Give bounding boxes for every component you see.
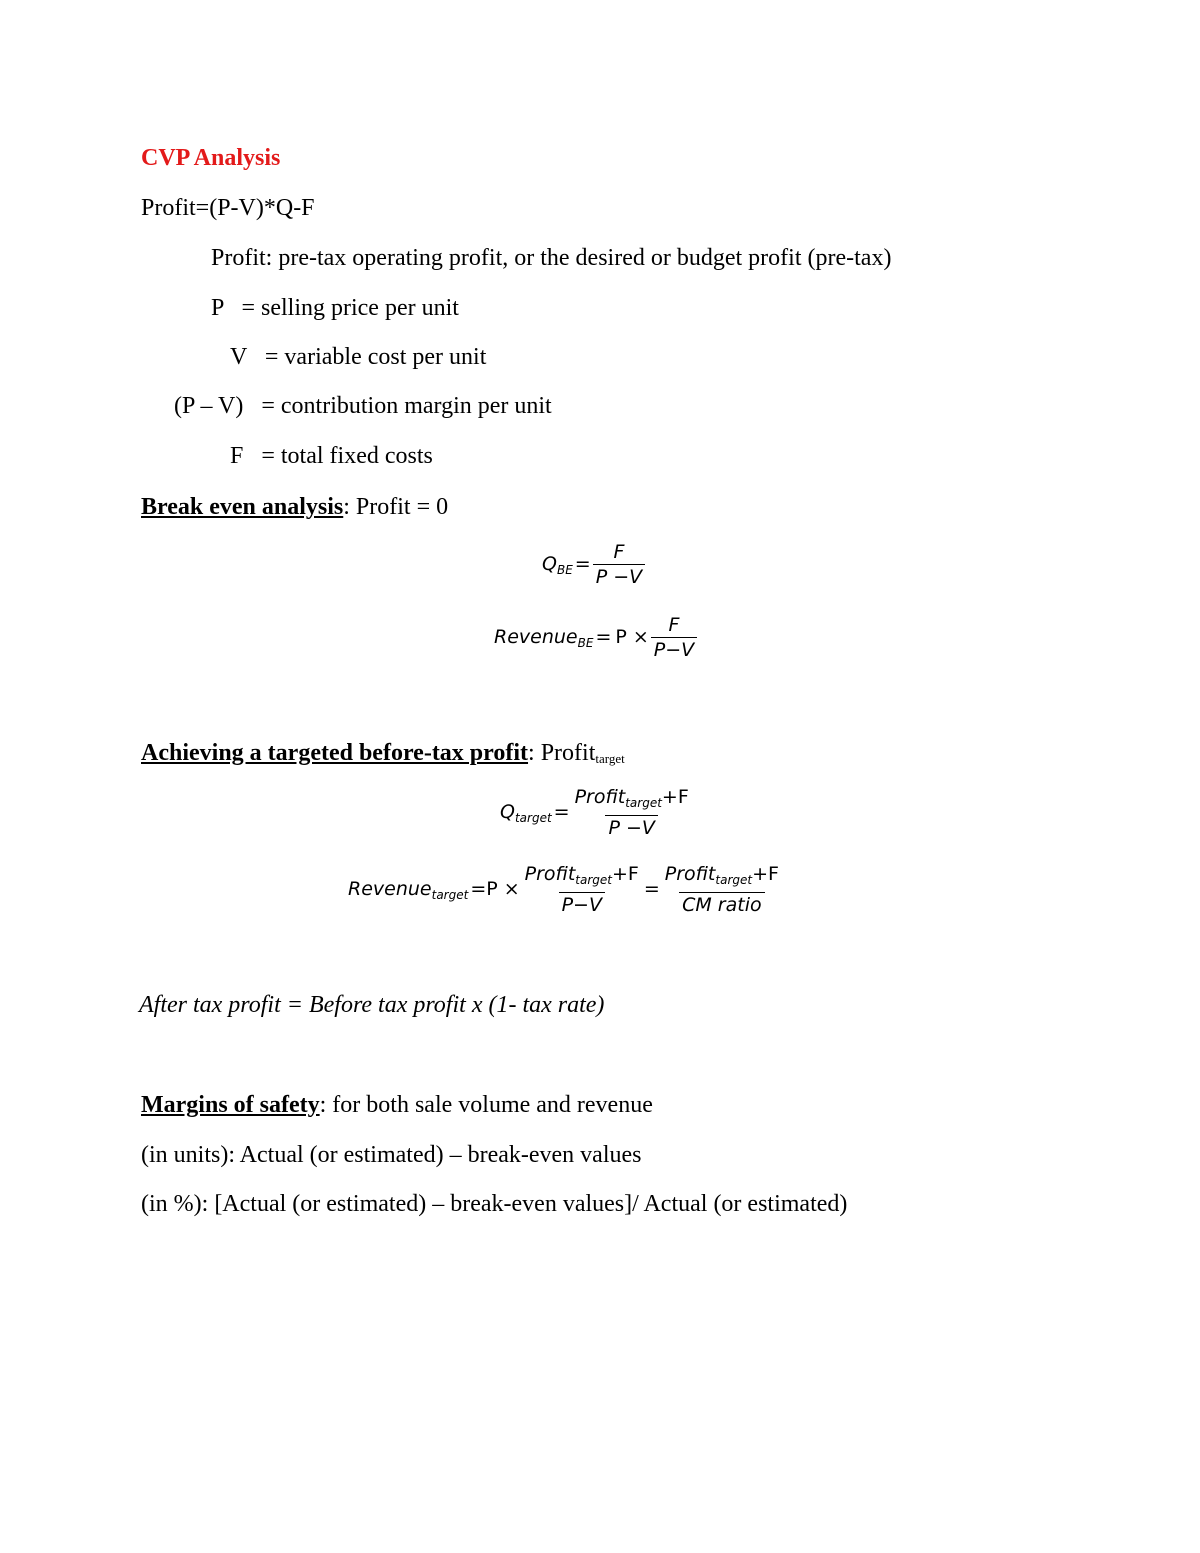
equals-sign: =	[643, 878, 660, 900]
revenue-break-even-formula	[494, 613, 697, 662]
break-even-heading	[141, 492, 448, 522]
revenue-denominator: P−V	[651, 637, 697, 662]
equals-sign: =	[595, 626, 612, 648]
profit-term: Profit	[524, 863, 576, 885]
target-heading-subscript: target	[595, 751, 625, 766]
definition-profit: Profit: pre-tax operating profit, or the desired or budget profit (pre-tax)	[211, 245, 892, 271]
revenue-target-fraction-2	[662, 862, 782, 917]
page-title: CVP Analysis	[141, 145, 281, 171]
plus-f: +F	[752, 863, 779, 885]
profit-formula: Profit=(P-V)*Q-F	[141, 195, 315, 221]
revenue-fraction	[651, 613, 697, 662]
definition-p: P = selling price per unit	[211, 295, 459, 321]
revenue-subscript: BE	[577, 636, 594, 650]
q-target-numerator	[572, 785, 692, 815]
margins-heading	[141, 1090, 653, 1120]
profit-term: Profit	[574, 786, 626, 808]
definition-v: V = variable cost per unit	[230, 344, 487, 370]
break-even-heading-label: Break even analysis	[141, 494, 344, 520]
profit-term: Profit	[664, 863, 716, 885]
profit-subscript: target	[715, 873, 753, 887]
q-label: Q	[542, 553, 557, 575]
target-heading-label: Achieving a targeted before-tax profit	[141, 740, 529, 766]
break-even-heading-rest: : Profit = 0	[343, 494, 449, 520]
q-break-even-formula	[542, 540, 645, 589]
revenue-target-label: Revenue	[348, 878, 432, 900]
q-numerator: F	[613, 541, 625, 563]
equals-p-times: =P ×	[470, 878, 520, 900]
target-heading-rest: : Profit	[528, 740, 596, 766]
revenue-numerator: F	[668, 614, 680, 636]
q-fraction	[593, 540, 645, 589]
fraction-2-numerator	[662, 862, 782, 892]
revenue-target-formula	[348, 862, 782, 917]
margins-heading-rest: : for both sale volume and revenue	[319, 1092, 653, 1118]
plus-f: +F	[661, 786, 689, 808]
revenue-label: Revenue	[494, 626, 578, 648]
after-tax-formula: After tax profit = Before tax profit x (1- tax rate)	[139, 992, 605, 1018]
q-target-subscript: target	[514, 811, 552, 825]
profit-subscript: target	[625, 796, 662, 810]
margins-in-percent: (in %): [Actual (or estimated) – break-even values]/ Actual (or estimated)	[141, 1191, 848, 1217]
fraction-2-denominator: CM ratio	[679, 892, 765, 917]
revenue-target-subscript: target	[431, 888, 469, 902]
revenue-target-fraction-1	[522, 862, 642, 917]
profit-subscript: target	[575, 873, 612, 887]
q-target-denominator: P −V	[605, 815, 657, 840]
q-target-label: Q	[500, 801, 515, 823]
q-target-fraction	[572, 785, 692, 840]
margins-in-units: (in units): Actual (or estimated) – break-even values	[141, 1142, 642, 1168]
fraction-1-denominator: P−V	[559, 892, 605, 917]
q-subscript: BE	[556, 563, 573, 577]
definition-f: F = total fixed costs	[230, 443, 433, 469]
fraction-1-numerator	[522, 862, 642, 892]
equals-sign: =	[553, 801, 570, 823]
q-target-formula	[500, 785, 692, 840]
plus-f: +F	[611, 863, 639, 885]
definition-contribution-margin: (P – V) = contribution margin per unit	[174, 393, 552, 419]
p-times: P ×	[615, 626, 649, 648]
margins-heading-label: Margins of safety	[141, 1092, 320, 1118]
target-profit-heading	[141, 738, 625, 774]
equals-sign: =	[574, 553, 591, 575]
q-denominator: P −V	[593, 564, 645, 589]
